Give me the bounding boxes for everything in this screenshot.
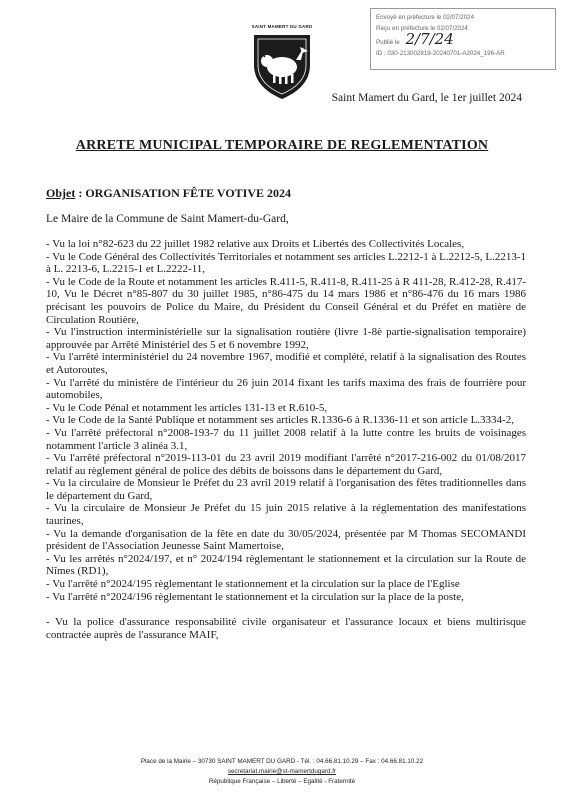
consideration-item: - Vu la circulaire de Monsieur Je Préfet du 15 juin 2015 relative à la réglementation des manifestations taurines, <box>46 502 526 528</box>
place-and-date: Saint Mamert du Gard, le 1er juillet 2024 <box>331 92 522 104</box>
consideration-item: - Vu les arrêtés n°2024/197, et n° 2024/194 règlementant le stationnement et la circulation sur la Route de Nîmes (RD1), <box>46 552 526 578</box>
decree-title: ARRETE MUNICIPAL TEMPORAIRE DE REGLEMENTATION <box>75 138 489 153</box>
consideration-item: - Vu le Code Pénal et notamment les articles 131-13 et R.610-5, <box>46 401 328 414</box>
consideration-item: - Vu le Code Général des Collectivités Territoriales et notamment ses articles L.2212-1 à L.2212-5, L.2213-1 à L. 2213-6, L.2215-1 et L.2222-11, <box>46 250 526 276</box>
prefecture-stamp <box>370 8 556 70</box>
subject-line <box>46 186 291 201</box>
stamp-published-line <box>376 30 550 48</box>
stamp-sent-line: Envoyé en préfecture le 02/07/2024 <box>376 14 475 21</box>
crest-caption: SAINT MAMERT DU GARD <box>251 24 313 29</box>
stamp-id-line: ID : 030-213002819-20240701-A2024_196-AR <box>376 50 505 57</box>
consideration-item: - Vu l'arrêté interministériel du 24 novembre 1967, modifié et complété, relatif à la signalisation des Routes et Autoroutes, <box>46 351 526 376</box>
page-footer <box>0 757 564 787</box>
footer-address: Place de la Mairie – 30730 SAINT MAMERT DU GARD - Tél. : 04.66.81.10.29 – Fax : 04.66.81.10.22 <box>140 758 424 765</box>
consideration-item: - Vu l'arrêté du ministère de l'intérieur du 26 juin 2014 fixant les tarifs maxima des frais de fourrière pour automobiles, <box>46 376 526 402</box>
stamp-received-line: Reçu en préfecture le 02/07/2024 <box>376 25 468 32</box>
subject-text: : ORGANISATION FÊTE VOTIVE 2024 <box>75 186 292 200</box>
crest-shield-icon <box>240 29 324 101</box>
consideration-item: - Vu l'arrêté préfectoral n°2008-193-7 du 11 juillet 2008 relatif à la lutte contre les bruits de voisinages notamment l'article 3 alinéa 3.1, <box>46 426 526 452</box>
footer-motto: République Française – Liberté – Egalité - Fraternité <box>208 778 356 785</box>
considerations-list <box>46 238 526 641</box>
stamp-published-signature: 2/7/24 <box>405 30 454 48</box>
consideration-item: - Vu la loi n°82-623 du 22 juillet 1982 relative aux Droits et Libertés des Collectivités Locales, <box>46 238 465 250</box>
subject-label: Objet <box>46 186 76 200</box>
consideration-item: - Vu le Code de la Santé Publique et notamment ses articles R.1336-6 à R.1336-11 et son article L.3334-2, <box>46 414 514 427</box>
stamp-published-label: Publié le <box>376 39 400 46</box>
consideration-item: - Vu l'arrêté préfectoral n°2019-113-01 du 23 avril 2019 modifiant l'arrêté n°2017-216-002 du 01/08/2017 relatif au règlement général de police des débits de boissons dans le département du Gard, <box>46 452 526 477</box>
consideration-item: - Vu la demande d'organisation de la fête en date du 30/05/2024, présentée par M Thomas SECOMANDI président de l'Association Jeunesse Saint Mamertoise, <box>46 527 526 553</box>
mayor-intro: Le Maire de la Commune de Saint Mamert-du-Gard, <box>46 213 289 225</box>
consideration-item: - Vu l'arrêté n°2024/195 règlementant le stationnement et la circulation sur la place de l'Eglise <box>46 578 460 591</box>
consideration-item: - Vu le Code de la Route et notamment les articles R.411-5, R.411-8, R.411-25 à R 411-28, R.412-28, R.417-10, Vu le Décret n°85-807 du 30 juillet 1985, n°86-475 du 14 mars 1986 et n°86-476 du 16 mars 1986 précisant les pouvoirs de Police du Maire, du Président du Conseil Général et du Préfet en matière de Circulation Routière, <box>46 275 526 326</box>
consideration-item: - Vu l'instruction interministérielle sur la signalisation routière (livre 1-8è partie-signalisation temporaire) approuvée par Arrêté Ministériel des 5 et 6 novembre 1992, <box>46 326 526 351</box>
consideration-item: - Vu la circulaire de Monsieur le Préfet du 23 avril 2019 relatif à l'organisation des fêtes traditionnelles dans le département du Gard, <box>46 477 526 502</box>
consideration-item: - Vu la police d'assurance responsabilité civile organisateur et l'assurance locaux et biens multirisque contractée auprès de l'assurance MAIF, <box>46 616 526 641</box>
consideration-item: - Vu l'arrêté n°2024/196 règlementant le stationnement et la circulation sur la place de la poste, <box>46 590 464 603</box>
municipal-crest-logo <box>240 24 324 104</box>
footer-email-link[interactable]: secretariat.mairie@st-mamertdugard.fr <box>227 768 337 775</box>
